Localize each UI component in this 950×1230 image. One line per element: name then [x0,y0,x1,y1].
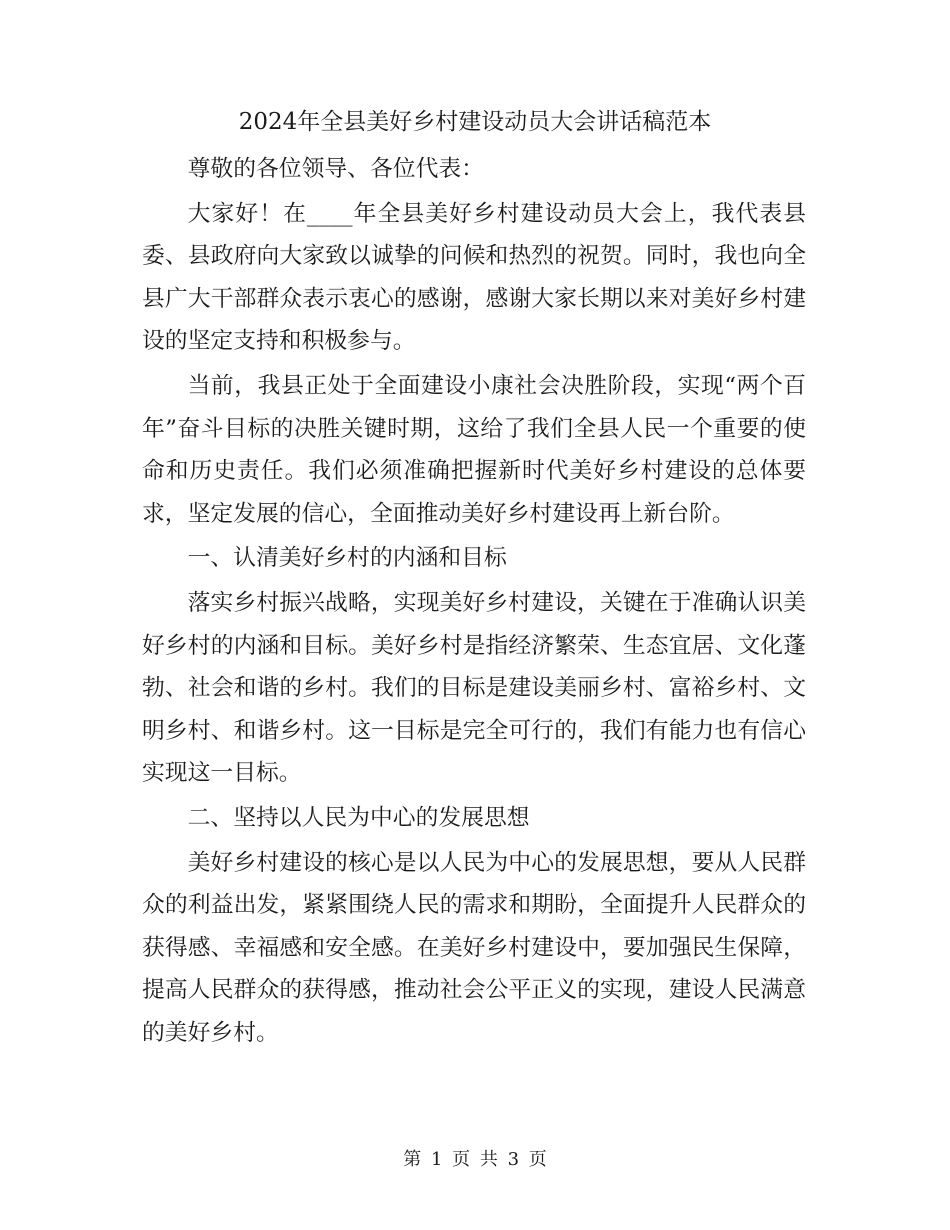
document-title: 2024年全县美好乡村建设动员大会讲话稿范本 [238,109,712,135]
section-heading-2: 二、坚持以人民为中心的发展思想 [187,804,530,831]
section-2-paragraph: 美好乡村建设的核心是以人民为中心的发展思想，要从人民群众的利益出发，紧紧围绕人民的需求和期盼，全面提升人民群众的获得感、幸福感和安全感。在美好乡村建设中，要加强民生保障，提高人民群众的获得感，推动社会公平正义的实现，建设人民满意的美好乡村。 [142,849,806,1046]
greeting-paragraph: 大家好！在____年全县美好乡村建设动员大会上，我代表县委、县政府向大家致以诚挚的问候和热烈的祝贺。同时，我也向全县广大干部群众表示衷心的感谢，感谢大家长期以来对美好乡村建设的坚定支持和积极参与。 [142,200,806,355]
salutation-paragraph: 尊敬的各位领导、各位代表： [187,156,484,182]
document-body [142,148,806,1056]
context-paragraph: 当前，我县正处于全面建设小康社会决胜阶段，实现“两个百年”奋斗目标的决胜关键时期，这给了我们全县人民一个重要的使命和历史责任。我们必须准确把握新时代美好乡村建设的总体要求，坚定发展的信心，全面推动美好乡村建设再上新台阶。 [142,372,806,527]
section-1-paragraph: 落实乡村振兴战略，实现美好乡村建设，关键在于准确认识美好乡村的内涵和目标。美好乡村是指经济繁荣、生态宜居、文化蓬勃、社会和谐的乡村。我们的目标是建设美丽乡村、富裕乡村、文明乡村、和谐乡村。这一目标是完全可行的，我们有能力也有信心实现这一目标。 [142,589,806,787]
section-heading-1: 一、认清美好乡村的内涵和目标 [187,545,507,572]
page-number-footer: 第 1 页 共 3 页 [403,1149,547,1170]
